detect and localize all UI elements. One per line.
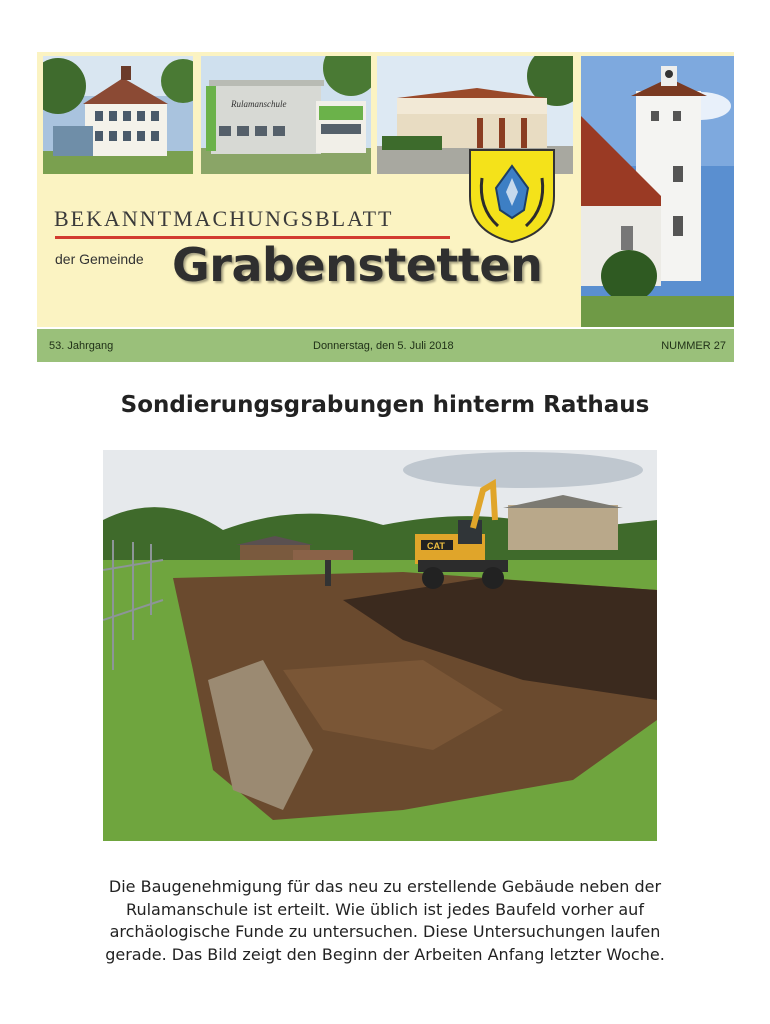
masthead-title: BEKANNTMACHUNGSBLATT bbox=[54, 206, 394, 231]
school-sign-text: Rulamanschule bbox=[231, 99, 287, 109]
issue-date: Donnerstag, den 5. Juli 2018 bbox=[313, 340, 454, 352]
article-photo bbox=[103, 450, 657, 841]
masthead-photo-house bbox=[43, 56, 193, 174]
masthead-subtitle: der Gemeinde bbox=[55, 251, 144, 267]
volume-label: 53. Jahrgang bbox=[49, 340, 114, 352]
article-headline: Sondierungsgrabungen hinterm Rathaus bbox=[120, 392, 650, 418]
masthead-photo-school bbox=[201, 56, 371, 174]
masthead bbox=[37, 52, 734, 327]
excavator-label: CAT bbox=[427, 541, 445, 551]
issue-number: NUMMER 27 bbox=[661, 340, 726, 352]
article-body-line: archäologische Funde zu untersuchen. Diese Untersuchungen laufen bbox=[109, 922, 661, 941]
article-body-line: Rulamanschule ist erteilt. Wie üblich ist jedes Baufeld vorher auf bbox=[126, 899, 644, 919]
municipality-name: Grabenstetten bbox=[172, 238, 543, 292]
article-body bbox=[40, 876, 730, 966]
coat-of-arms-icon bbox=[468, 148, 556, 244]
article-body-line: Die Baugenehmigung für das neu zu erstellende Gebäude neben der bbox=[108, 877, 662, 896]
masthead-photo-church bbox=[581, 56, 734, 327]
issue-info-bar bbox=[37, 329, 734, 362]
article-body-line: gerade. Das Bild zeigt den Beginn der Arbeiten Anfang letzter Woche. bbox=[105, 944, 665, 964]
